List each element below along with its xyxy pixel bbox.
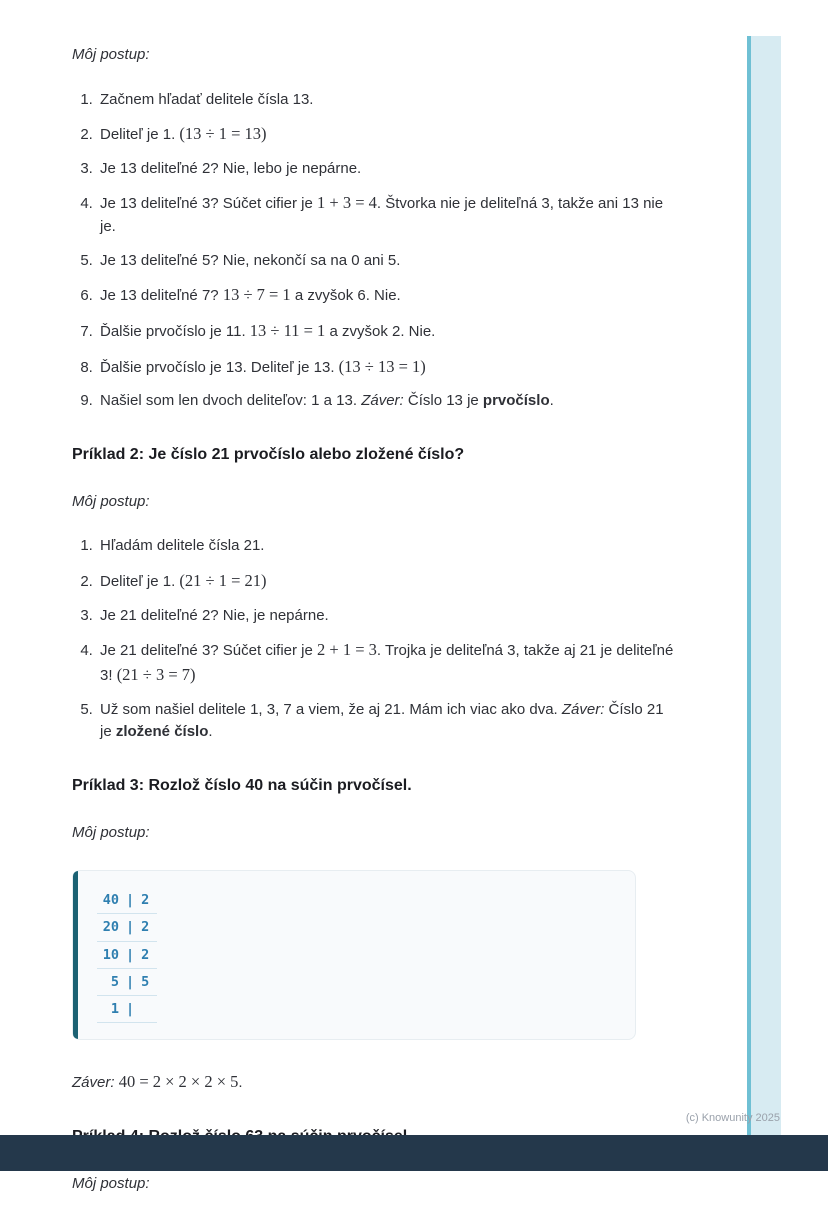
factor-table-row (97, 944, 157, 969)
text-segment: Deliteľ je 1. (100, 572, 180, 590)
factor-cell (141, 999, 153, 1019)
factor-cell: | (126, 1001, 135, 1017)
math-text: 13 ÷ 7 = 1 (222, 285, 291, 304)
factor-cell: 2 (141, 892, 150, 908)
factor-cell: | (126, 973, 135, 990)
factor-cell: | (126, 892, 135, 908)
example-2-heading: Príklad 2: Je číslo 21 prvočíslo alebo zložené číslo? (72, 445, 465, 463)
math-text: 1 + 3 = 4 (317, 193, 377, 213)
prime-factorization-table (97, 889, 615, 1023)
factor-cell: 40 (102, 892, 119, 908)
factor-cell: 2 (141, 946, 150, 963)
footer-credit: (c) Knowunity 2025 (685, 1112, 780, 1124)
code-block-accent-bar (73, 871, 78, 1039)
text-segment: Záver: (72, 1074, 115, 1092)
text-segment: Číslo 21 je (100, 700, 664, 740)
text-segment: Je 13 deliteľné 7? (100, 287, 223, 304)
text-segment: Je 13 deliteľné 2? Nie, lebo je nepárne. (100, 159, 362, 177)
list-item (97, 89, 674, 112)
list-item (97, 605, 674, 628)
list-item (97, 191, 674, 238)
text-segment: Našiel som len dvoch deliteľov: 1 a 13. (100, 392, 362, 410)
text-segment: Záver: (361, 392, 404, 410)
factor-table-row (97, 998, 157, 1023)
factor-table-row (97, 889, 157, 914)
text-segment: zložené číslo (115, 723, 209, 740)
math-text: (13 ÷ 13 = 1) (338, 356, 426, 376)
factor-cell: 1 (110, 1001, 119, 1017)
list-item (97, 283, 674, 308)
factor-cell: | (126, 946, 135, 963)
list-item (97, 390, 674, 413)
text-segment: prvočíslo (482, 392, 550, 410)
list-item (97, 699, 674, 744)
math-text: 13 ÷ 11 = 1 (249, 320, 326, 340)
factorization-code-block (72, 870, 636, 1040)
list-item (97, 158, 674, 181)
text-segment: Ďalšie prvočíslo je 13. Deliteľ je 13. (100, 358, 339, 376)
text-segment: Je 13 deliteľné 3? Súčet cifier je (100, 195, 318, 213)
text-segment: . Štvorka nie je deliteľná 3, takže ani 13 nie je. (100, 195, 664, 235)
text-segment: Záver: (561, 700, 605, 718)
document-content (72, 30, 674, 1216)
moj-postup-label-2: Môj postup: (72, 492, 150, 510)
text-segment: Je 13 deliteľné 5? Nie, nekončí sa na 0 ani 5. (100, 251, 401, 269)
text-segment: . (238, 1074, 243, 1092)
text-segment: Číslo 13 je (403, 392, 483, 410)
factor-table-row (97, 971, 157, 996)
list-item (97, 535, 674, 558)
math-text: (21 ÷ 3 = 7) (116, 664, 196, 684)
text-segment: a zvyšok 6. Nie. (290, 287, 401, 304)
math-text: 2 + 1 = 3 (317, 640, 377, 659)
steps-list-example-1 (72, 89, 674, 413)
text-segment: . (208, 723, 213, 740)
moj-postup-label-4: Môj postup: (72, 1175, 150, 1192)
text-segment: . (549, 392, 554, 410)
text-segment: Deliteľ je 1. (100, 126, 180, 143)
list-item (97, 319, 674, 344)
factor-cell: 5 (141, 973, 150, 990)
factor-cell: 10 (102, 946, 119, 963)
list-item (97, 355, 674, 380)
factor-cell: 20 (102, 919, 119, 936)
moj-postup-label-3: Môj postup: (72, 823, 150, 841)
math-text: 40 = 2 × 2 × 2 × 5 (118, 1072, 239, 1092)
list-item (97, 569, 674, 594)
factor-cell: 5 (110, 973, 119, 990)
moj-postup-label-1: Môj postup: (72, 46, 150, 63)
example-3-heading: Príklad 3: Rozlož číslo 40 na súčin prvočísel. (72, 776, 412, 794)
right-scrollbar-track[interactable] (747, 36, 781, 1135)
factor-table-row (97, 916, 157, 941)
list-item (97, 250, 674, 273)
conclusion-line (72, 1070, 674, 1095)
text-segment: . Trojka je deliteľná 3, takže aj 21 je deliteľné 3! (100, 642, 674, 684)
bottom-bar (0, 1135, 828, 1171)
factor-cell: 2 (141, 919, 150, 936)
math-text: (21 ÷ 1 = 21) (179, 570, 267, 590)
text-segment: Je 21 deliteľné 2? Nie, je nepárne. (100, 606, 329, 624)
steps-list-example-2 (72, 535, 674, 743)
list-item (97, 638, 674, 688)
text-segment: Už som našiel delitele 1, 3, 7 a viem, že aj 21. Mám ich viac ako dva. (100, 700, 562, 718)
text-segment: Je 21 deliteľné 3? Súčet cifier je (100, 642, 318, 659)
factor-cell: | (126, 919, 135, 936)
text-segment: Ďalšie prvočíslo je 11. (100, 322, 250, 340)
list-item (97, 122, 674, 147)
text-segment: a zvyšok 2. Nie. (325, 322, 436, 340)
text-segment: Hľadám delitele čísla 21. (100, 537, 265, 555)
math-text: (13 ÷ 1 = 13) (179, 124, 267, 143)
text-segment: Začnem hľadať delitele čísla 13. (100, 90, 314, 108)
